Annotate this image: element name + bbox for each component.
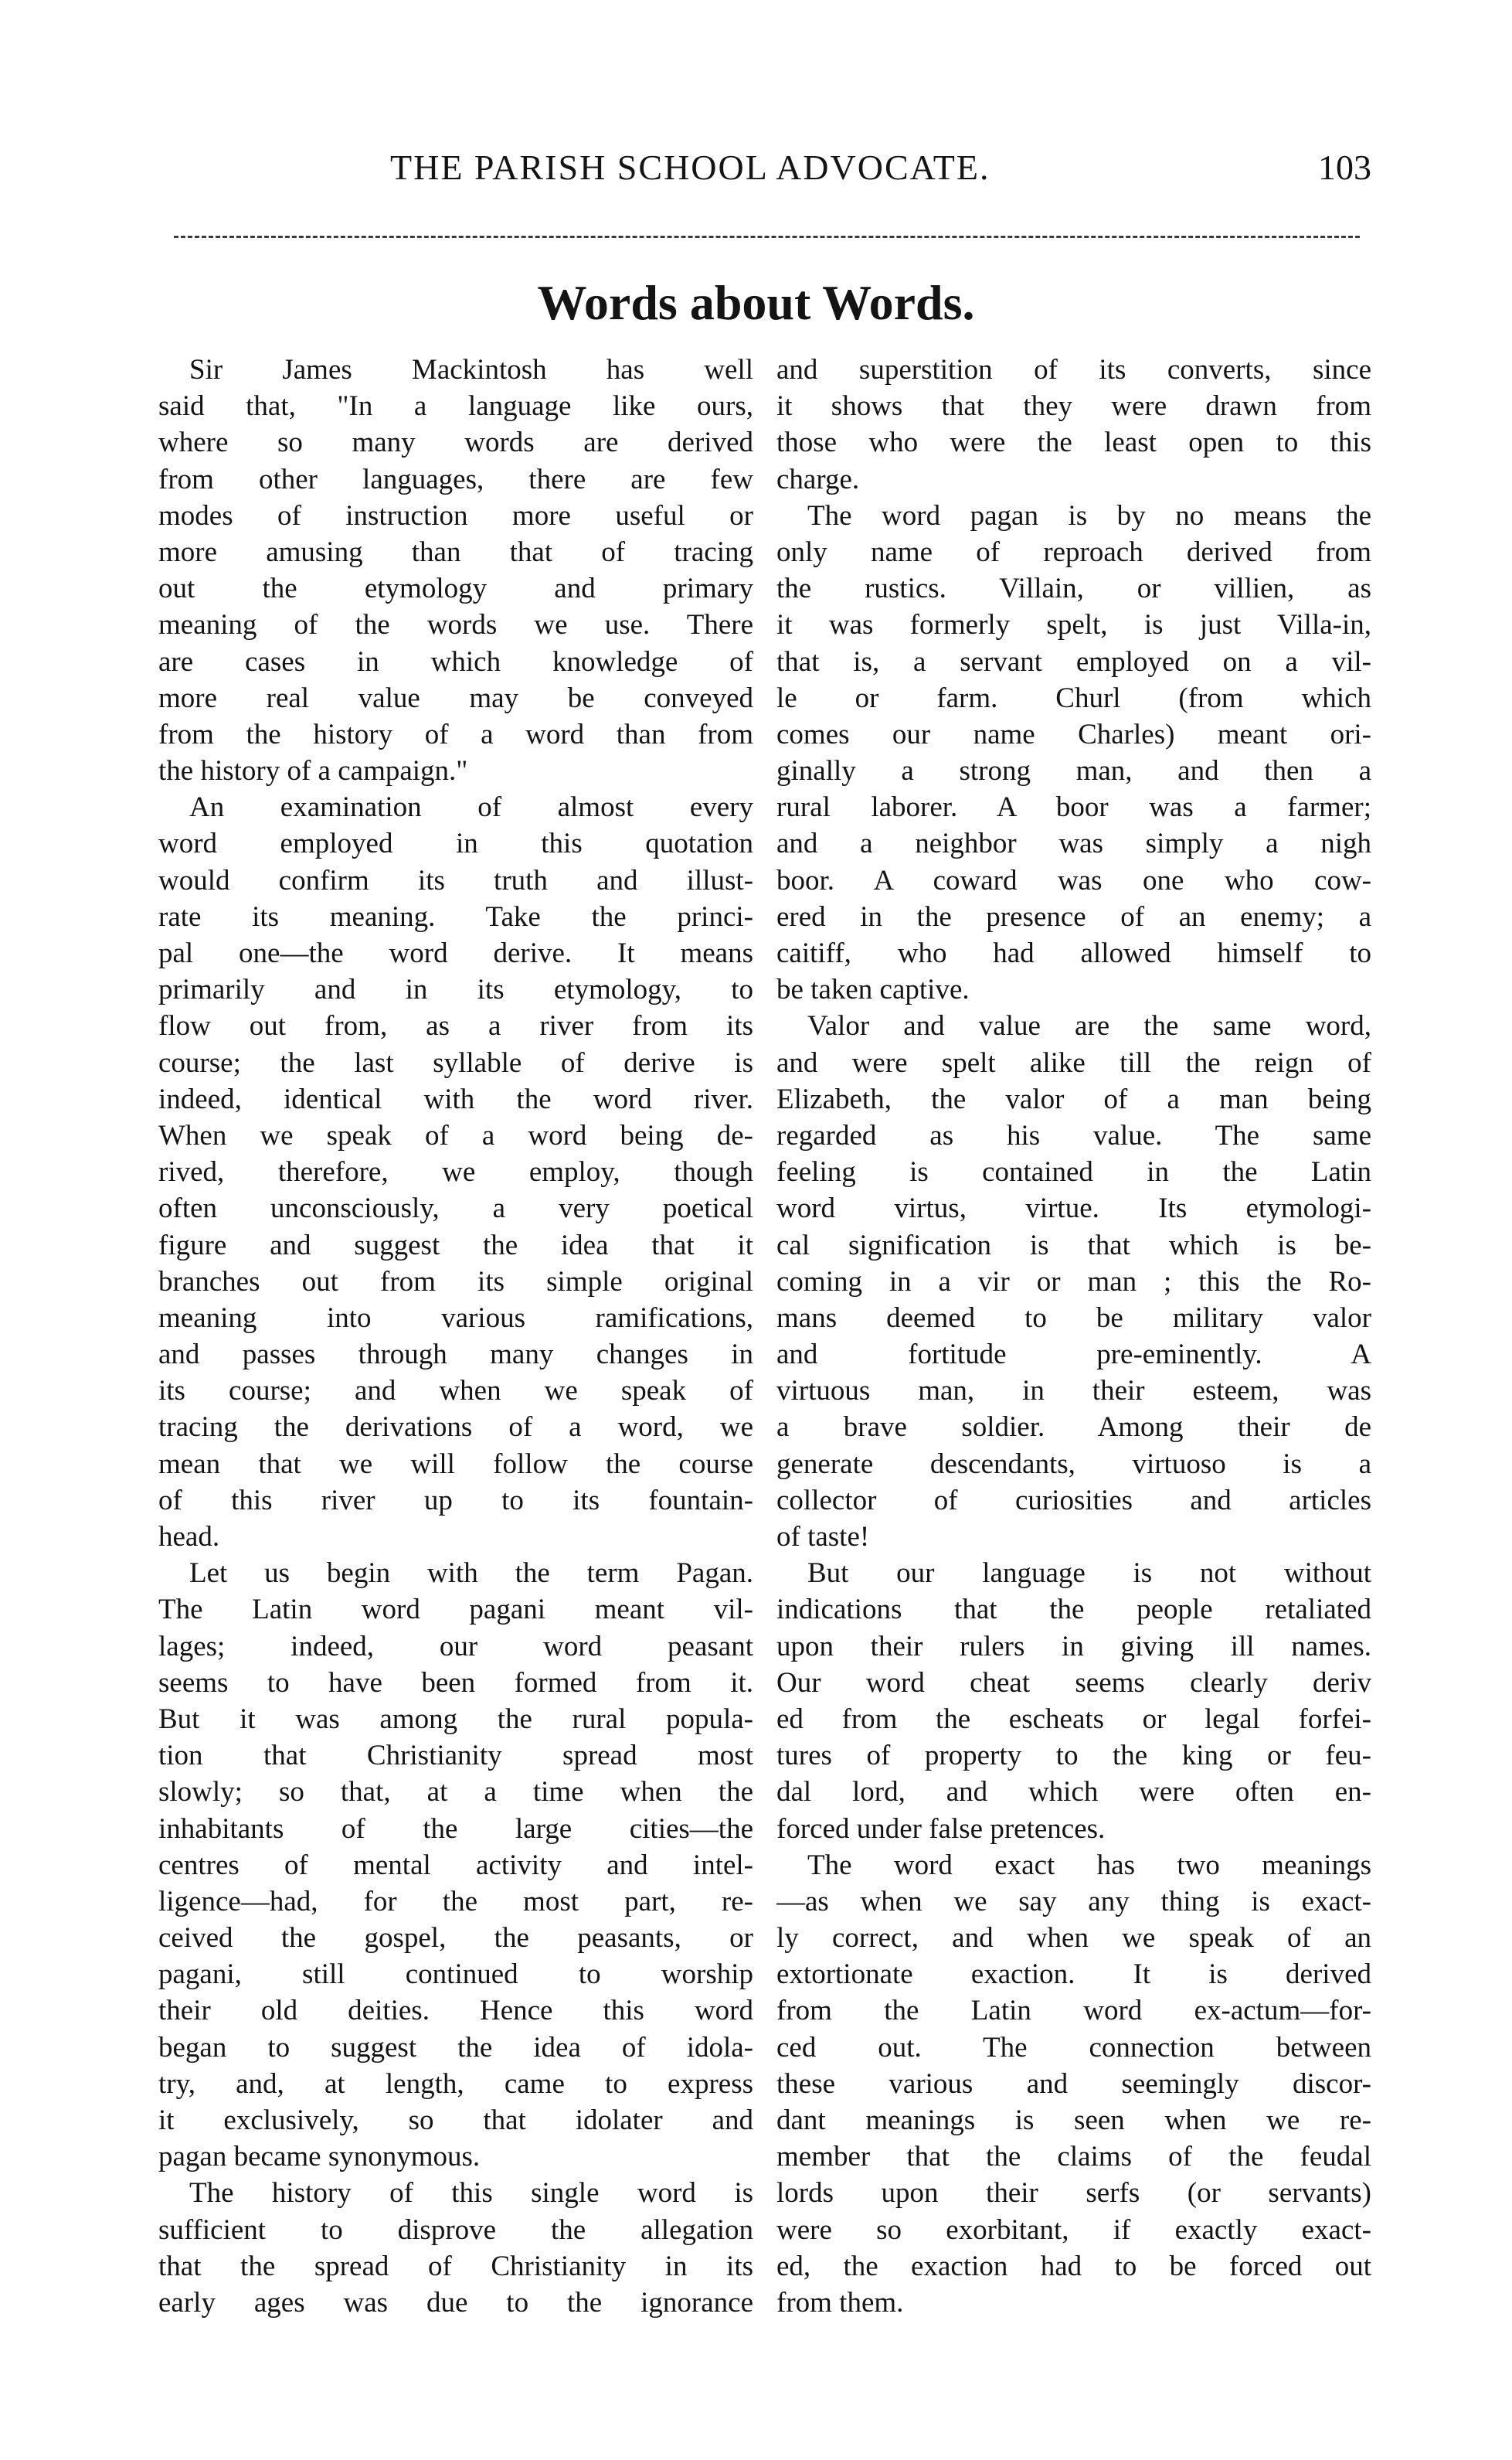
text-line: of this river up to its fountain- xyxy=(158,1484,753,1516)
text-line: feeling is contained in the Latin xyxy=(776,1156,1371,1189)
text-line: rural laborer. A boor was a farmer; xyxy=(776,791,1371,824)
text-line: flow out from, as a river from its xyxy=(158,1010,753,1043)
text-line: meaning of the words we use. There xyxy=(158,609,753,641)
page-number: 103 xyxy=(1318,148,1371,187)
text-line: dant meanings is seen when we re- xyxy=(776,2104,1371,2136)
text-line: meaning into various ramifications, xyxy=(158,1301,753,1334)
text-line: where so many words are derived xyxy=(158,427,753,459)
text-line: try, and, at length, came to express xyxy=(158,2067,753,2100)
text-line: rate its meaning. Take the princi- xyxy=(158,900,753,933)
text-line: and fortitude pre-eminently. A xyxy=(776,1339,1371,1371)
text-line: caitiff, who had allowed himself to xyxy=(776,937,1371,969)
text-line: their old deities. Hence this word xyxy=(158,1995,753,2027)
text-line: ceived the gospel, the peasants, or xyxy=(158,1922,753,1955)
text-line: ligence—had, for the most part, re- xyxy=(158,1885,753,1917)
text-line: a brave soldier. Among their de xyxy=(776,1411,1371,1444)
text-line: tures of property to the king or feu- xyxy=(776,1740,1371,1772)
text-line: began to suggest the idea of idola- xyxy=(158,2031,753,2064)
text-line: from other languages, there are few xyxy=(158,463,753,495)
text-line: that the spread of Christianity in its xyxy=(158,2250,753,2282)
text-line: The Latin word pagani meant vil- xyxy=(158,1594,753,1626)
text-line: and passes through many changes in xyxy=(158,1339,753,1371)
text-line: generate descendants, virtuoso is a xyxy=(776,1448,1371,1480)
text-line: modes of instruction more useful or xyxy=(158,499,753,532)
article-title: Words about Words. xyxy=(537,275,975,330)
text-line: said that, "In a language like ours, xyxy=(158,390,753,423)
text-line: out the etymology and primary xyxy=(158,573,753,605)
text-line: early ages was due to the ignorance xyxy=(158,2286,753,2319)
text-line: and a neighbor was simply a nigh xyxy=(776,828,1371,860)
text-line: indications that the people retaliated xyxy=(776,1594,1371,1626)
text-line: Elizabeth, the valor of a man being xyxy=(776,1083,1371,1115)
text-line: its course; and when we speak of xyxy=(158,1375,753,1407)
text-line: it exclusively, so that idolater and xyxy=(158,2104,753,2136)
text-line: ced out. The connection between xyxy=(776,2031,1371,2064)
text-line: The word exact has two meanings xyxy=(807,1849,1371,1881)
text-line: head. xyxy=(158,1521,220,1553)
text-line: of taste! xyxy=(776,1521,870,1553)
text-line: boor. A coward was one who cow- xyxy=(776,864,1371,897)
text-line: centres of mental activity and intel- xyxy=(158,1849,753,1881)
text-line: these various and seemingly discor- xyxy=(776,2067,1371,2100)
text-line: it shows that they were drawn from xyxy=(776,390,1371,423)
text-line: ginally a strong man, and then a xyxy=(776,755,1371,788)
text-line: Let us begin with the term Pagan. xyxy=(189,1557,753,1590)
text-line: word employed in this quotation xyxy=(158,828,753,860)
text-line: were so exorbitant, if exactly exact- xyxy=(776,2213,1371,2246)
text-line: pal one—the word derive. It means xyxy=(158,937,753,969)
text-line: from the Latin word ex-actum—for- xyxy=(776,1995,1371,2027)
text-line: charge. xyxy=(776,463,860,495)
text-line: slowly; so that, at a time when the xyxy=(158,1776,753,1808)
text-line: cal signification is that which is be- xyxy=(776,1229,1371,1261)
text-line: figure and suggest the idea that it xyxy=(158,1229,753,1261)
text-line: An examination of almost every xyxy=(189,791,753,824)
text-line: Sir James Mackintosh has well xyxy=(189,354,753,386)
text-line: dal lord, and which were often en- xyxy=(776,1776,1371,1808)
text-line: ed from the escheats or legal forfei- xyxy=(776,1703,1371,1735)
text-line: the rustics. Villain, or villien, as xyxy=(776,573,1371,605)
text-line: word virtus, virtue. Its etymologi- xyxy=(776,1193,1371,1225)
text-line: would confirm its truth and illust- xyxy=(158,864,753,897)
text-line: rived, therefore, we employ, though xyxy=(158,1156,753,1189)
text-line: more amusing than that of tracing xyxy=(158,536,753,568)
text-line: coming in a vir or man ; this the Ro- xyxy=(776,1265,1371,1298)
text-line: it was formerly spelt, is just Villa-in, xyxy=(776,609,1371,641)
text-line: Our word cheat seems clearly deriv xyxy=(776,1666,1371,1699)
text-line: forced under false pretences. xyxy=(776,1812,1106,1845)
text-line: ly correct, and when we speak of an xyxy=(776,1922,1371,1955)
text-line: from them. xyxy=(776,2286,904,2319)
header-rule xyxy=(174,236,1360,238)
right-column xyxy=(776,352,1371,2321)
text-line: are cases in which knowledge of xyxy=(158,645,753,678)
text-line: upon their rulers in giving ill names. xyxy=(776,1630,1371,1662)
text-line: extortionate exaction. It is derived xyxy=(776,1958,1371,1991)
text-line: that is, a servant employed on a vil- xyxy=(776,645,1371,678)
text-line: often unconsciously, a very poetical xyxy=(158,1193,753,1225)
text-line: and superstition of its converts, since xyxy=(776,354,1371,386)
text-line: only name of reproach derived from xyxy=(776,536,1371,568)
text-line: But our language is not without xyxy=(807,1557,1371,1590)
text-line: —as when we say any thing is exact- xyxy=(776,1885,1371,1917)
text-line: The word pagan is by no means the xyxy=(807,499,1371,532)
text-line: le or farm. Churl (from which xyxy=(776,682,1371,714)
running-title: THE PARISH SCHOOL ADVOCATE. xyxy=(390,148,990,187)
text-line: sufficient to disprove the allegation xyxy=(158,2213,753,2246)
text-line: from the history of a word than from xyxy=(158,718,753,750)
text-line: be taken captive. xyxy=(776,974,970,1006)
running-head xyxy=(158,147,1371,201)
text-line: tion that Christianity spread most xyxy=(158,1740,753,1772)
text-line: course; the last syllable of derive is xyxy=(158,1046,753,1079)
text-line: and were spelt alike till the reign of xyxy=(776,1046,1371,1079)
text-line: primarily and in its etymology, to xyxy=(158,974,753,1006)
text-line: branches out from its simple original xyxy=(158,1265,753,1298)
text-line: more real value may be conveyed xyxy=(158,682,753,714)
left-column xyxy=(158,352,753,2321)
text-line: the history of a campaign." xyxy=(158,755,468,788)
text-line: seems to have been formed from it. xyxy=(158,1666,753,1699)
text-line: The history of this single word is xyxy=(189,2177,753,2210)
text-line: member that the claims of the feudal xyxy=(776,2141,1371,2173)
text-line: When we speak of a word being de- xyxy=(158,1119,753,1152)
text-line: comes our name Charles) meant ori- xyxy=(776,718,1371,750)
text-line: inhabitants of the large cities—the xyxy=(158,1812,753,1845)
text-line: Valor and value are the same word, xyxy=(807,1010,1371,1043)
text-line: ered in the presence of an enemy; a xyxy=(776,900,1371,933)
text-line: virtuous man, in their esteem, was xyxy=(776,1375,1371,1407)
text-line: those who were the least open to this xyxy=(776,427,1371,459)
text-line: indeed, identical with the word river. xyxy=(158,1083,753,1115)
text-line: ed, the exaction had to be forced out xyxy=(776,2250,1371,2282)
text-line: pagani, still continued to worship xyxy=(158,1958,753,1991)
text-line: regarded as his value. The same xyxy=(776,1119,1371,1152)
text-line: lages; indeed, our word peasant xyxy=(158,1630,753,1662)
text-line: tracing the derivations of a word, we xyxy=(158,1411,753,1444)
text-line: collector of curiosities and articles xyxy=(776,1484,1371,1516)
text-line: lords upon their serfs (or servants) xyxy=(776,2177,1371,2210)
text-line: But it was among the rural popula- xyxy=(158,1703,753,1735)
text-line: mean that we will follow the course xyxy=(158,1448,753,1480)
text-line: pagan became synonymous. xyxy=(158,2141,481,2173)
text-line: mans deemed to be military valor xyxy=(776,1301,1371,1334)
